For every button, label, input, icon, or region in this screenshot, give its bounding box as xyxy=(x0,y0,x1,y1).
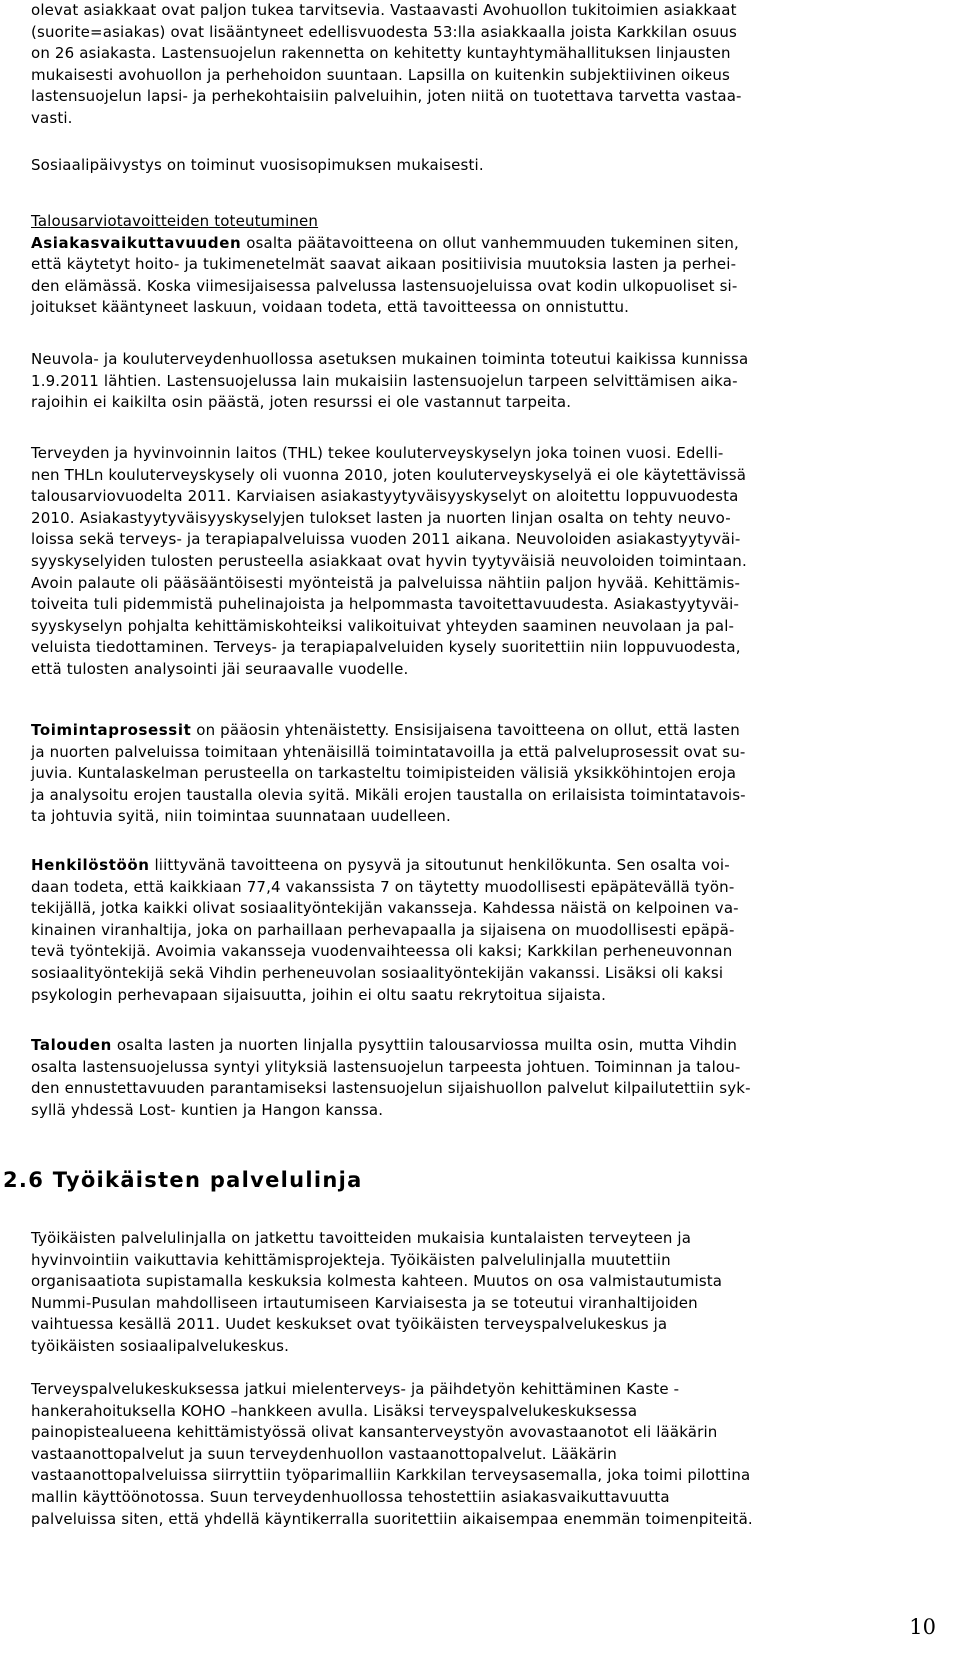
text-line: ja analysoitu erojen taustalla olevia syitä. Mikäli erojen taustalla on erilaisista toimintatavois- xyxy=(31,785,746,804)
text-line: den ennustettavuuden parantamiseksi lastensuojelun sijaishuollon palvelut kilpailutettiin syk- xyxy=(31,1079,751,1098)
text-line: hankerahoituksella KOHO –hankkeen avulla. Lisäksi terveyspalvelukeskuksessa xyxy=(31,1401,638,1420)
section-heading: 2.6 Työikäisten palvelulinja xyxy=(3,1168,363,1192)
text-line: veluista tiedottaminen. Terveys- ja terapiapalveluiden kysely suoritettiin niin loppuvuodesta, xyxy=(31,638,741,657)
text-line: loissa sekä terveys- ja terapiapalveluissa vuoden 2011 aikana. Neuvoloiden asiakastyytyväi- xyxy=(31,530,741,549)
text-line xyxy=(31,233,739,255)
text-line: että tulosten analysointi jäi seuraavalle vuodelle. xyxy=(31,659,409,678)
text-line: että käytetyt hoito- ja tukimenetelmät saavat aikaan positiivisia muutoksia lasten ja perhei- xyxy=(31,255,737,274)
tavoitteet-paragraph xyxy=(31,211,739,319)
text-line: Terveyspalvelukeskuksessa jatkui mielenterveys- ja päihdetyön kehittäminen Kaste - xyxy=(31,1380,680,1398)
text-line: vastaanottopalvelut ja suun terveydenhuollon vastaanottopalvelut. Lääkärin xyxy=(31,1444,617,1463)
text-line: mallin käyttöönotossa. Suun terveydenhuollossa tehostettiin asiakasvaikuttavuutta xyxy=(31,1487,670,1506)
text-line: vaihtuessa kesällä 2011. Uudet keskukset ovat työikäisten terveyspalvelukeskus ja xyxy=(31,1315,668,1334)
text-line: mukaisesti avohuollon ja perhehoidon suuntaan. Lapsilla on kuitenkin subjektiivinen oikeus xyxy=(31,65,730,84)
text-line xyxy=(31,1035,751,1057)
page-number: 10 xyxy=(909,1615,936,1639)
text-line: osalta lastensuojelussa syntyi ylityksiä lastensuojelun tarpeesta johtuen. Toiminnan ja talou- xyxy=(31,1057,741,1076)
text-line: Terveyden ja hyvinvoinnin laitos (THL) tekee kouluterveyskyselyn joka toinen vuosi. Edelli- xyxy=(31,444,724,462)
text-line: talousarviovuodelta 2011. Karviaisen asiakastyytyväisyyskyselyt on aloitettu loppuvuodesta xyxy=(31,487,739,506)
talous-paragraph xyxy=(31,1035,751,1121)
text-line: hyvinvointiin vaikuttavia kehittämisprojekteja. Työikäisten palvelulinjalla muutettiin xyxy=(31,1250,671,1269)
text-line: työikäisten sosiaalipalvelukeskus. xyxy=(31,1336,290,1355)
text-fragment: on pääosin yhtenäistetty. Ensisijaisena tavoitteena on ollut, että lasten xyxy=(191,721,740,739)
text-line: sosiaalityöntekijä sekä Vihdin perheneuvolan sosiaalityöntekijän vakanssi. Lisäksi oli kaksi xyxy=(31,963,724,982)
text-line: olevat asiakkaat ovat paljon tukea tarvitsevia. Vastaavasti Avohuollon tukitoimien asiakkaat xyxy=(31,1,737,19)
thl-paragraph xyxy=(31,443,747,681)
text-line: 1.9.2011 lähtien. Lastensuojelussa lain mukaisiin lastensuojelun tarpeen selvittämisen aika- xyxy=(31,371,738,390)
toimintaprosessit-paragraph xyxy=(31,720,746,828)
bold-term: Henkilöstöön xyxy=(31,856,150,874)
text-line: tekijällä, jotka kaikki olivat sosiaalityöntekijän vakansseja. Kahdessa näistä on kelpoinen va- xyxy=(31,899,739,918)
tyoikaiset-paragraph xyxy=(31,1228,722,1358)
text-line: lastensuojelun lapsi- ja perhekohtaisiin palveluihin, joten niitä on tuotettava tarvetta vastaa- xyxy=(31,87,742,106)
text-line: joitukset kääntyneet laskuun, voidaan todeta, että tavoitteessa on onnistuttu. xyxy=(31,298,630,317)
bold-term: Toimintaprosessit xyxy=(31,721,192,739)
text-fragment: liittyvänä tavoitteena on pysyvä ja sitoutunut henkilökunta. Sen osalta voi- xyxy=(149,856,730,874)
text-fragment: osalta lasten ja nuorten linjalla pysyttiin talousarviossa muilta osin, mutta Vihdin xyxy=(111,1036,738,1054)
bold-term: Asiakasvaikuttavuuden xyxy=(31,233,242,252)
text-line: Neuvola- ja kouluterveydenhuollossa asetuksen mukainen toiminta toteutui kaikissa kunnissa xyxy=(31,350,749,368)
text-line: rajoihin ei kaikilta osin päästä, joten resurssi ei ole vastannut tarpeita. xyxy=(31,393,572,412)
text-line: juvia. Kuntalaskelman perusteella on tarkasteltu toimipisteiden välisiä yksikköhintojen eroja xyxy=(31,764,737,783)
tavoitteet-heading: Talousarviotavoitteiden toteutuminen xyxy=(31,212,319,230)
text-line xyxy=(31,720,746,742)
text-line: tevä työntekijä. Avoimia vakansseja vuodenvaihteessa oli kaksi; Karkkilan perheneuvonnan xyxy=(31,942,733,961)
text-line: daan todeta, että kaikkiaan 77,4 vakanssista 7 on täytetty muodollisesti epäpätevällä työn- xyxy=(31,877,735,896)
text-line: ja nuorten palveluissa toimitaan yhtenäisillä toimintatavoilla ja että palveluprosessit ovat su- xyxy=(31,742,746,761)
text-line: Sosiaalipäivystys on toiminut vuosisopimuksen mukaisesti. xyxy=(31,156,484,174)
text-line: 2010. Asiakastyytyväisyyskyselyjen tulokset lasten ja nuorten linjan osalta on tehty neuvo- xyxy=(31,508,731,527)
text-line: nen THLn kouluterveyskysely oli vuonna 2010, joten kouluterveyskyselyä ei ole käytettävissä xyxy=(31,465,747,484)
text-line: syyskyselyn pohjalta kehittämiskohteiksi valikoituivat yhteyden saaminen neuvolaan ja pal- xyxy=(31,616,735,635)
henkilosto-paragraph xyxy=(31,855,739,1006)
text-line: syyskyselyiden tulosten perusteella asiakkaat ovat hyvin tyytyväisiä neuvoloiden toimintaan. xyxy=(31,551,747,570)
text-line: toiveita tuli pidemmistä puhelinajoista ja helpommasta tavoitettavuudesta. Asiakastyytyväi- xyxy=(31,595,740,614)
text-line: Avoin palaute oli pääsääntöisesti myönteistä ja palveluissa nähtiin paljon hyvää. Kehittämis- xyxy=(31,573,741,592)
text-line xyxy=(31,855,739,877)
text-line: Työikäisten palvelulinjalla on jatkettu tavoitteiden mukaisia kuntalaisten terveyteen ja xyxy=(31,1229,692,1247)
intro-paragraph xyxy=(31,0,742,130)
text-line: syllä yhdessä Lost- kuntien ja Hangon kanssa. xyxy=(31,1100,384,1119)
text-line: palveluissa siten, että yhdellä käyntikerralla suoritettiin aikaisempaa enemmän toimenpiteitä. xyxy=(31,1509,753,1528)
terveyspalvelu-paragraph xyxy=(31,1379,753,1530)
text-line: Nummi-Pusulan mahdolliseen irtautumiseen Karviaisesta ja se toteutui viranhaltijoiden xyxy=(31,1293,698,1312)
sosiaalipaivystys-paragraph xyxy=(31,155,484,177)
text-line: organisaatiota supistamalla keskuksia kolmesta kahteen. Muutos on osa valmistautumista xyxy=(31,1272,723,1291)
text-line: painopistealueena kehittämistyössä olivat kansanterveystyön avovastaanotot eli lääkärin xyxy=(31,1423,718,1442)
text-line: ta johtuvia syitä, niin toimintaa suunnataan uudelleen. xyxy=(31,807,451,826)
text-line: vastaanottopalveluissa siirryttiin työparimalliin Karkkilan terveysasemalla, joka toimi pilottina xyxy=(31,1466,751,1485)
neuvola-paragraph xyxy=(31,349,748,414)
text-line: den elämässä. Koska viimesijaisessa palvelussa lastensuojeluissa ovat kodin ulkopuoliset si- xyxy=(31,276,738,295)
text-line: on 26 asiakasta. Lastensuojelun rakennetta on kehitetty kuntayhtymähallituksen linjausten xyxy=(31,44,731,63)
text-line: vasti. xyxy=(31,108,73,127)
text-fragment: osalta päätavoitteena on ollut vanhemmuuden tukeminen siten, xyxy=(241,233,739,252)
text-line: kinainen viranhaltija, joka on parhaillaan perhevapaalla ja sijaisena on muodollisesti epäpä- xyxy=(31,920,735,939)
text-line: psykologin perhevapaan sijaisuutta, joihin ei oltu saatu rekrytoitua sijaista. xyxy=(31,985,607,1004)
text-line: (suorite=asiakas) ovat lisääntyneet edellisvuodesta 53:lla asiakkaalla joista Karkkilan osuus xyxy=(31,22,737,41)
bold-term: Talouden xyxy=(31,1036,112,1054)
